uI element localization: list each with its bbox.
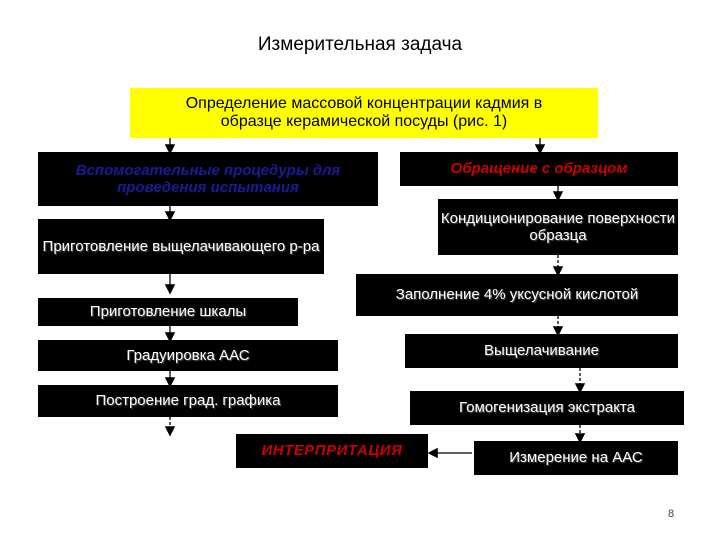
node-main-task	[130, 88, 598, 138]
node-aux-procedures	[38, 152, 378, 206]
node-leach-solution-prep-label: Приготовление выщелачивающего р-ра	[42, 237, 320, 255]
node-aux-procedures-label: Вспомогательные процедуры для проведения испытания	[75, 161, 341, 196]
diagram-title: Измерительная задача	[257, 34, 463, 55]
node-aas-measurement	[474, 441, 678, 475]
node-extract-homogenization-label: Гомогенизация экстракта	[459, 399, 635, 417]
node-scale-prep	[38, 298, 298, 326]
node-conditioning-label: Кондиционирование поверхности образца	[440, 209, 676, 244]
node-scale-prep-label: Приготовление шкалы	[89, 303, 247, 321]
node-calibration-graph	[38, 385, 338, 417]
node-leach-solution-prep	[38, 219, 324, 274]
node-aas-calibration-label: Градуировка ААС	[126, 346, 250, 364]
node-leaching	[405, 334, 678, 368]
node-aas-measurement-label: Измерение на ААС	[509, 449, 643, 467]
node-interpretation-label: ИНТЕРПРИТАЦИЯ	[261, 442, 403, 460]
node-main-task-label: Определение массовой концентрации кадмия в образце керамической посуды (рис. 1)	[185, 94, 543, 130]
node-conditioning	[438, 199, 678, 255]
node-interpretation	[236, 434, 428, 468]
node-aas-calibration	[38, 340, 338, 371]
node-acetic-acid-filling-label: Заполнение 4% уксусной кислотой	[395, 286, 639, 304]
node-acetic-acid-filling	[356, 274, 678, 316]
page-number: 8	[668, 508, 675, 520]
node-leaching-label: Выщелачивание	[484, 342, 599, 360]
node-sample-handling-label: Обращение с образцом	[450, 160, 628, 178]
node-calibration-graph-label: Построение град. графика	[95, 392, 281, 410]
node-extract-homogenization	[410, 391, 684, 425]
node-sample-handling	[400, 152, 678, 186]
